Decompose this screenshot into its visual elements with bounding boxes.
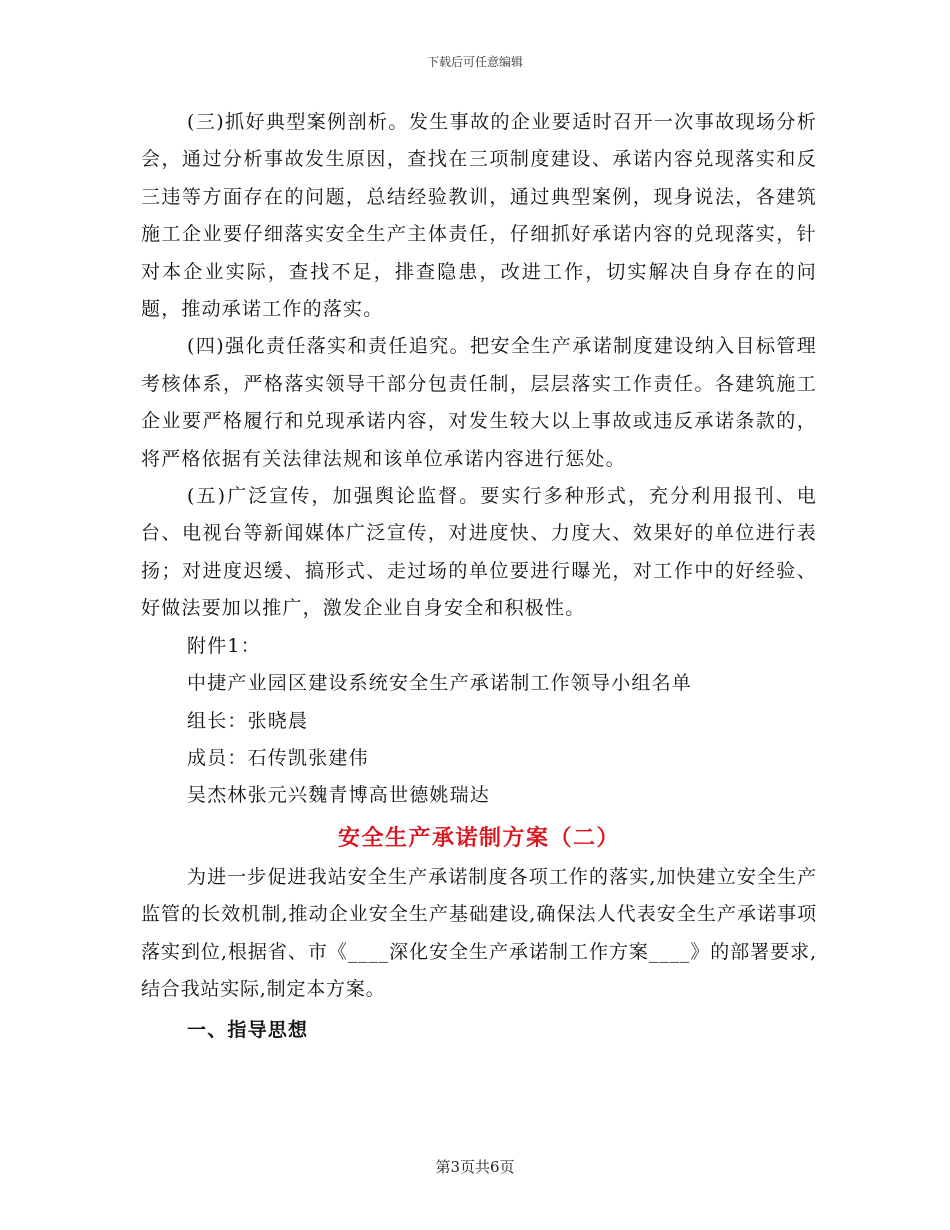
header-note: 下载后可任意编辑 [426, 55, 523, 69]
attachment-title: 中捷产业园区建设系统安全生产承诺制工作领导小组名单 [187, 672, 693, 695]
attachment-label: 附件1： [187, 634, 261, 657]
document-body [141, 104, 817, 1050]
group-leader: 组长：张晓晨 [187, 709, 309, 732]
page-number: 第3页共6页 [435, 1158, 515, 1176]
heading-guiding-thought: 一、指导思想 [187, 1019, 309, 1042]
section-title: 安全生产承诺制方案（二） [337, 824, 620, 851]
group-members: 成员：石传凯张建伟 [187, 746, 369, 769]
paragraph-intro: 为进一步促进我站安全生产承诺制度各项工作的落实,加快建立安全生产监管的长效机制,推动企业安全生产基础建设,确保法人代表安全生产承诺事项落实到位,根据省、市《____深化安全生产承诺制工作方案____》的部署要求,结合我站实际,制定本方案。 [141, 865, 817, 1000]
paragraph-case-analysis: (三)抓好典型案例剖析。发生事故的企业要适时召开一次事故现场分析会，通过分析事故发生原因，查找在三项制度建设、承诺内容兑现落实和反三违等方面存在的问题，总结经验教训，通过典型案例，现身说法，各建筑施工企业要仔细落实安全生产主体责任，仔细抓好承诺内容的兑现落实，针对本企业实际，查找不足，排查隐患，改进工作，切实解决自身存在的问题，推动承诺工作的落实。 [141, 111, 817, 321]
group-members-more: 吴杰林张元兴魏青博高世德姚瑞达 [187, 784, 491, 807]
paragraph-responsibility: (四)强化责任落实和责任追究。把安全生产承诺制度建设纳入目标管理考核体系，严格落实领导干部分包责任制，层层落实工作责任。各建筑施工企业要严格履行和兑现承诺内容，对发生较大以上事故或违反承诺条款的，将严格依据有关法律法规和该单位承诺内容进行惩处。 [141, 335, 817, 470]
paragraph-publicity: (五)广泛宣传，加强舆论监督。要实行多种形式，充分利用报刊、电台、电视台等新闻媒体广泛宣传，对进度快、力度大、效果好的单位进行表扬；对进度迟缓、搞形式、走过场的单位要进行曝光，对工作中的好经验、好做法要加以推广，激发企业自身安全和积极性。 [141, 485, 817, 620]
